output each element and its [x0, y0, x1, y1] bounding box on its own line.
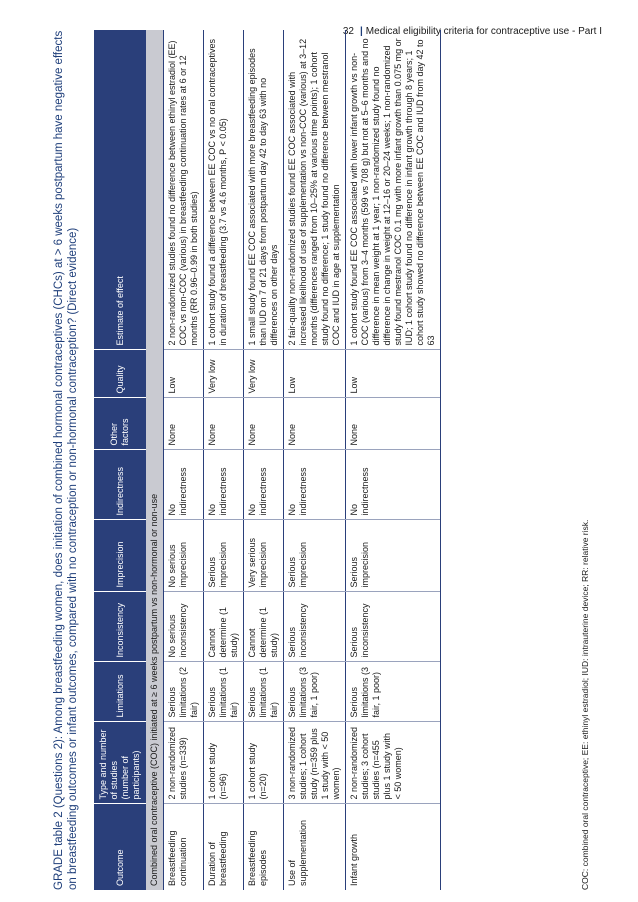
table-cell: Serious limitations (3 fair, 1 poor)	[284, 662, 346, 722]
table-cell: 2 non-randomized studies (n=339)	[164, 722, 204, 804]
table-cell: 2 non-randomized studies found no difference between ethinyl estradiol (EE) COC vs non-COC (various) in breastfeeding continuation rates at 6 or 12 months (RR 0.96–0.99 in both studies)	[164, 30, 204, 350]
table-caption: GRADE table 2 (Questions 2): Among breastfeeding women, does initiation of combined hormonal contraceptives (CHCs) at > 6 weeks postpartum have negative effects on breastfeeding outcomes or infant outcomes, compared with no contraception or non-hormonal contraception? (Direct evidence)	[53, 30, 79, 890]
table-cell: Cannot determine (1 study)	[244, 592, 284, 662]
table-row	[346, 30, 441, 890]
table-cell: Serious limitations (2 fair)	[164, 662, 204, 722]
col-header: Limitations	[94, 662, 146, 722]
table-cell: 1 cohort study found EE COC associated with lower infant growth vs non-COC (various) from 3–4 months (599 vs 708 g) but not at 5–6 months and no difference in mean weight at 1 year; 1 non-randomized study found no difference in change in weight at 12–16 or 20–24 weeks; 1 non-randomized study found mestranol COC 0.1 mg with more infant growth than 0.075 mg or IUD; 1 cohort study found no difference in infant growth through 8 years; 1 cohort study showed no difference between EE COC and IUD from day 42 to 63	[346, 30, 441, 350]
table-cell: 2 fair-quality non-randomized studies found EE COC associated with increased likelihood of use of supplementation vs non-COC (various) at 3–12 months (differences ranged from 10–25% at various time points); 1 cohort study found no difference; 1 study found no difference between mestranol COC and IUD in age at supplementation	[284, 30, 346, 350]
table-cell: Very serious imprecision	[244, 520, 284, 592]
table-cell: Very low	[204, 350, 244, 398]
table-cell: 1 small study found EE COC associated with more breastfeeding episodes than IUD on 7 of 21 days from postpartum day 42 to day 63 with no differences on other days	[244, 30, 284, 350]
col-header: Other factors	[94, 398, 146, 450]
col-header: Type and number of studies (number of participants)	[94, 722, 146, 804]
col-header: Outcome	[94, 804, 146, 890]
table-cell: No indirectness	[244, 450, 284, 520]
table-cell: Serious inconsistency	[284, 592, 346, 662]
table-cell: 1 cohort study (n=20)	[244, 722, 284, 804]
header-separator: |	[359, 26, 363, 37]
running-title: Medical eligibility criteria for contraceptive use - Part I	[365, 26, 602, 37]
table-footnote: COC: combined oral contraceptive; EE: ethinyl estradiol; IUD: intrauterine device; RR: relative risk.	[580, 519, 590, 890]
table-cell: Serious imprecision	[204, 520, 244, 592]
page-number: 32	[342, 26, 354, 37]
table-cell: None	[164, 398, 204, 450]
col-header: Estimate of effect	[94, 30, 146, 350]
col-header: Quality	[94, 350, 146, 398]
col-header: Inconsistency	[94, 592, 146, 662]
table-cell: Serious imprecision	[284, 520, 346, 592]
table-cell: None	[244, 398, 284, 450]
table-cell: Cannot determine (1 study)	[204, 592, 244, 662]
table-cell: 3 non-randomized studies; 1 cohort study (n=359 plus 1 study with < 50 women)	[284, 722, 346, 804]
table-cell: 1 cohort study found a difference between EE COC vs no oral contraceptives in duration of breastfeeding (3.7 vs 4.6 months, P < 0.05)	[204, 30, 244, 350]
table-cell: Low	[164, 350, 204, 398]
table-cell: Serious inconsistency	[346, 592, 441, 662]
table-cell: None	[204, 398, 244, 450]
table-cell: No indirectness	[164, 450, 204, 520]
table-cell: Low	[284, 350, 346, 398]
section-row	[146, 30, 164, 890]
table-cell: No serious imprecision	[164, 520, 204, 592]
col-header: Imprecision	[94, 520, 146, 592]
table-cell: No indirectness	[346, 450, 441, 520]
table-cell: Low	[346, 350, 441, 398]
table-cell: Serious limitations (3 fair, 1 poor)	[346, 662, 441, 722]
table-header-row	[94, 30, 146, 890]
table-cell: Serious imprecision	[346, 520, 441, 592]
section-label: Combined oral contraceptive (COC) initiated at ≥ 6 weeks postpartum vs non-hormonal or non-use	[146, 30, 164, 890]
table-row	[204, 30, 244, 890]
table-cell: Serious limitations (1 fair)	[204, 662, 244, 722]
table-cell: No serious inconsistency	[164, 592, 204, 662]
table-cell: No indirectness	[284, 450, 346, 520]
table-row	[244, 30, 284, 890]
table-cell: None	[284, 398, 346, 450]
grade-table	[94, 30, 441, 890]
col-header: Indirectness	[94, 450, 146, 520]
table-cell: No indirectness	[204, 450, 244, 520]
table-cell: Infant growth	[346, 804, 441, 890]
table-cell: Breastfeeding continuation	[164, 804, 204, 890]
rotated-content	[52, 30, 612, 890]
table-row	[164, 30, 204, 890]
table-cell: Use of supplementation	[284, 804, 346, 890]
table-row	[284, 30, 346, 890]
table-cell: Duration of breastfeeding	[204, 804, 244, 890]
table-cell: Serious limitations (1 fair)	[244, 662, 284, 722]
table-cell: 1 cohort study (n=96)	[204, 722, 244, 804]
table-cell: Very low	[244, 350, 284, 398]
table-cell: Breastfeeding episodes	[244, 804, 284, 890]
table-cell: None	[346, 398, 441, 450]
table-cell: 2 non-randomized studies; 3 cohort studies (n=455 plus 1 study with < 50 women)	[346, 722, 441, 804]
